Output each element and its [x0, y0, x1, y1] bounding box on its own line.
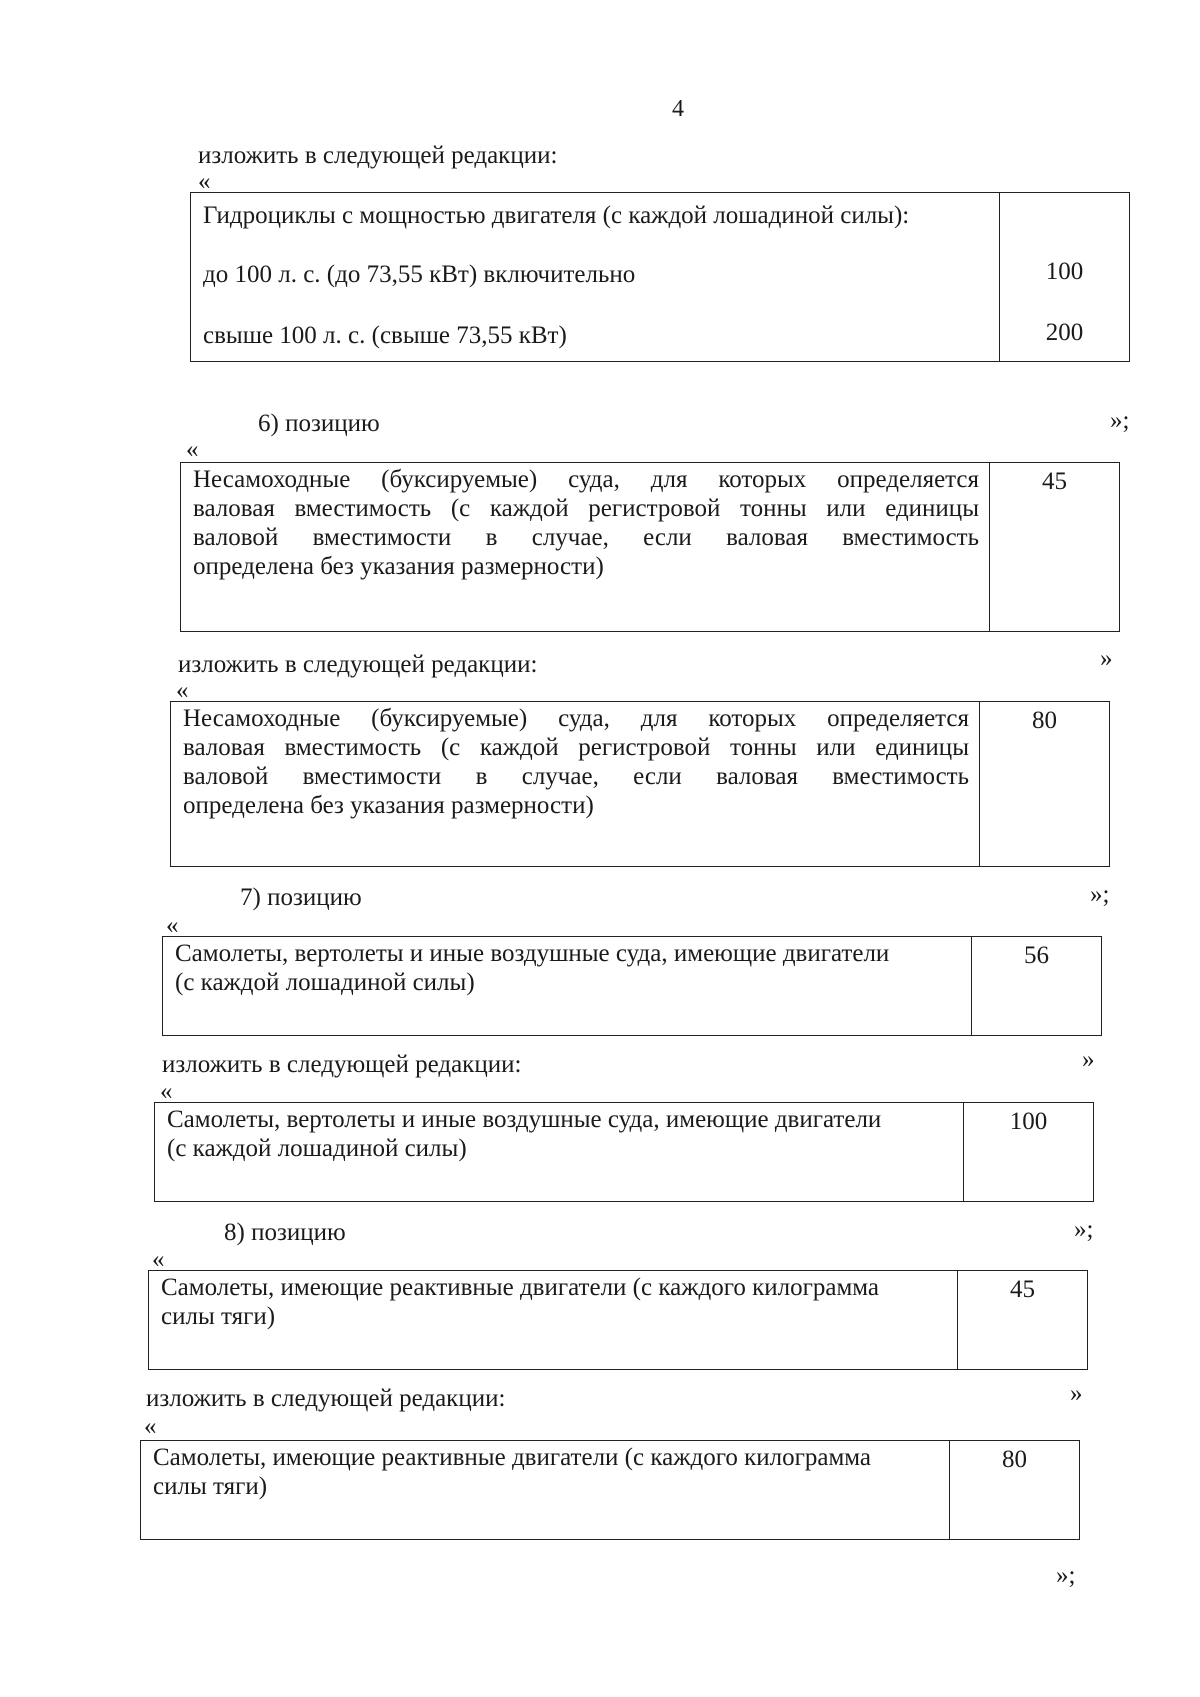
- table-text-cell: [171, 702, 979, 866]
- table-value-cell: [979, 702, 1109, 866]
- table-value: 200: [1045, 319, 1084, 346]
- table-value-cell: [971, 937, 1101, 1035]
- close-quote: »: [1070, 1380, 1083, 1407]
- table-value: 100: [1009, 1108, 1048, 1135]
- close-quote: »: [1100, 645, 1113, 672]
- close-quote: »;: [1056, 1562, 1076, 1589]
- intro-text: изложить в следующей редакции:: [198, 142, 558, 169]
- table-row-text: до 100 л. с. (до 73,55 кВт) включительно: [203, 261, 636, 288]
- table-text-line: Самолеты, имеющие реактивные двигатели (с каждого килограмма: [153, 1444, 872, 1471]
- close-quote: »;: [1074, 1216, 1094, 1243]
- table-text-line: силы тяги): [153, 1473, 268, 1500]
- open-quote: «: [186, 436, 199, 463]
- table-text-line: Самолеты, вертолеты и иные воздушные суда, имеющие двигатели: [167, 1106, 882, 1133]
- table-value-cell: [963, 1103, 1093, 1201]
- table-row-text: свыше 100 л. с. (свыше 73,55 кВт): [203, 322, 567, 349]
- table-text-line: (с каждой лошадиной силы): [175, 969, 475, 996]
- table-value: 80: [1032, 707, 1057, 734]
- item-7-label: 7) позицию: [240, 884, 362, 911]
- replace-text: изложить в следующей редакции:: [178, 651, 538, 678]
- table-barge-new: [170, 701, 1110, 867]
- open-quote: «: [166, 912, 179, 939]
- close-quote: »;: [1110, 407, 1130, 434]
- open-quote: «: [152, 1246, 165, 1273]
- table-aircraft-old: [162, 936, 1102, 1036]
- table-text-cell: [163, 937, 971, 1035]
- open-quote: «: [198, 168, 211, 195]
- table-text-cell: [191, 193, 999, 361]
- table-aircraft-new: [154, 1102, 1094, 1202]
- close-quote: »;: [1090, 881, 1110, 908]
- table-value: 100: [1045, 258, 1084, 285]
- table-text-cell: [141, 1441, 949, 1539]
- close-quote: »: [1082, 1046, 1095, 1073]
- table-value: 45: [1010, 1276, 1035, 1303]
- table-text-line: силы тяги): [161, 1303, 276, 1330]
- table-text-line: определена без указания размерности): [193, 553, 604, 580]
- open-quote: «: [176, 677, 189, 704]
- table-text-line: определена без указания размерности): [183, 792, 594, 819]
- table-text-line: валовая вместимость (с каждой регистровой тонны или единицы: [183, 734, 969, 761]
- table-value-cell: [949, 1441, 1079, 1539]
- table-text-line: Несамоходные (буксируемые) суда, для которых определяется: [183, 705, 969, 732]
- table-value-cell: [999, 193, 1129, 361]
- table-header-text: Гидроциклы с мощностью двигателя (с каждой лошадиной силы):: [203, 202, 910, 229]
- item-6-label: 6) позицию: [258, 410, 380, 437]
- table-text-line: Самолеты, вертолеты и иные воздушные суда, имеющие двигатели: [175, 940, 890, 967]
- table-jet-old: [148, 1270, 1088, 1370]
- table-text-line: Несамоходные (буксируемые) суда, для которых определяется: [193, 466, 979, 493]
- table-text-line: Самолеты, имеющие реактивные двигатели (с каждого килограмма: [161, 1274, 880, 1301]
- open-quote: «: [144, 1413, 157, 1440]
- table-hydrocycles: [190, 192, 1130, 362]
- replace-text: изложить в следующей редакции:: [146, 1385, 506, 1412]
- table-jet-new: [140, 1440, 1080, 1540]
- table-value-cell: [957, 1271, 1087, 1369]
- table-value: 80: [1002, 1446, 1027, 1473]
- table-value: 45: [1042, 468, 1067, 495]
- replace-text: изложить в следующей редакции:: [162, 1051, 522, 1078]
- item-8-label: 8) позицию: [224, 1219, 346, 1246]
- table-text-cell: [149, 1271, 957, 1369]
- open-quote: «: [160, 1078, 173, 1105]
- page-number: 4: [672, 96, 684, 122]
- table-value: 56: [1024, 942, 1049, 969]
- table-barge-old: [180, 462, 1120, 632]
- table-text-line: (с каждой лошадиной силы): [167, 1135, 467, 1162]
- table-text-cell: [181, 463, 989, 631]
- table-text-cell: [155, 1103, 963, 1201]
- table-text-line: валовой вместимости в случае, если валовая вместимость: [193, 524, 979, 551]
- table-value-cell: [989, 463, 1119, 631]
- table-text-line: валовая вместимость (с каждой регистровой тонны или единицы: [193, 495, 979, 522]
- table-text-line: валовой вместимости в случае, если валовая вместимость: [183, 763, 969, 790]
